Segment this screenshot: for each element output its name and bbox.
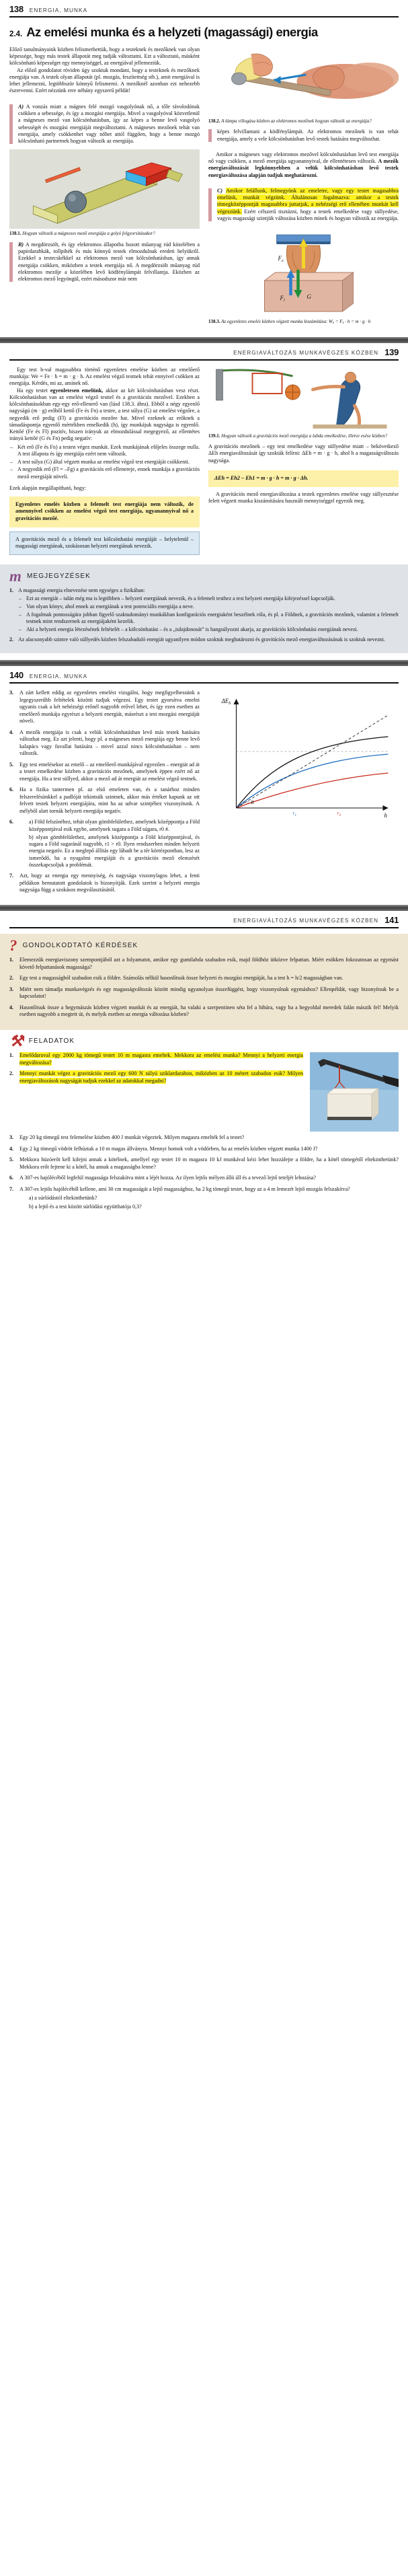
page-number: 139 [384,346,399,357]
list-item: – A negyedik erő (Fl = –Fg) a gravitációs erő ellenereje, ennek munkája a gravitációs mező energiáját növeli. [9,466,200,480]
note-text: A mezők energiája is csak a velük kölcsönhatásban levő más testek hatására változhat meg. Ez azt jelenti, hogy pl. a mágneses mező energiája egy benne levő kalapács vagy fuvallat hatására – mivel azzal nincs kölcsönhatásban – nem változik. [19,729,200,757]
section-heading [9,26,399,39]
delta-E-vs-h-plot [208,692,399,819]
figure-138-1-image [9,149,200,229]
task-number: 4. [9,1145,14,1152]
figure-138-3-caption [208,319,399,326]
energy-change-formula: ΔEh = Eh2 – Eh1 = m · g · h = m · g · Δh. [214,474,309,481]
page-139 [0,343,408,666]
notes-section [0,564,408,654]
page-140-left-column [9,690,200,898]
note-number: 6. [9,819,14,825]
section-number: 2.4. [9,30,23,38]
paragraph-text: Ha egy testet [17,387,48,394]
example-text: képes felvillantani a ködfénylámpát. Az elektromos mezőnek is van tehát energiája, amely a vele kölcsönhatásban levő testek hatására megváltozhat. [217,128,399,142]
page-140-right-column [208,690,399,823]
energy-change-box [208,470,399,487]
task-item [9,1052,303,1066]
figure-138-1-caption [9,231,200,236]
running-head-139 [0,343,408,359]
running-head-140 [0,666,408,682]
note-item [9,690,200,725]
question-mark-icon: ? [9,936,18,954]
paragraph-emphasis: A mezők energiaváltozását legkönnyebben a velük kölcsönhatásban levő testek energiaváltozása alapján tudjuk meghatározni. [208,158,399,178]
note-number: 1. [9,587,13,593]
figure-number: 138.1. [9,231,22,237]
example-label: C) [217,187,223,194]
page-138 [0,0,408,343]
chart-annotation-rR: r = R [243,799,254,806]
tasks-list-bottom [9,1134,399,1210]
question-item [9,986,399,1000]
paragraph: A gravitációs mezőnek – egy test emelkedése vagy süllyedése miatt – bekövetkező ΔEh energiaváltozását így szokták felírni: ΔEh = m · g · h, ahol h a magasságváltozás nagysága. [208,443,399,464]
paragraph-text: Amikor a mágneses vagy elektromos mezővel kölcsönhatásban levő test energiája nő vagy csökken, a mező energiája ugyanannyival, de ellentétesen változik. [208,151,399,165]
task-item [9,1175,399,1182]
definition-box: A gravitációs mező és a felemelt test kölcsönhatási energiáját – helytelenül – magassági energiának, szokásosan helyzeti energiának nevezik. [9,531,200,555]
paragraph [208,151,399,179]
figure-caption-text: A lámpa villogása közben az elektromos mezőnek hogyan változik az energiája? [221,118,372,124]
force-label-Fl: $F_l$ [280,295,285,303]
tasks-title-text: FELADATOK [28,1037,75,1045]
note-subitem: – A fogalmak pontosságára jobban figyelő szaktudományi munkákban konfigurációs energiaként beszélnek róla, és pl. a Földnek, a gravitációs mezőnek, valamint a felemelt testnek mint rendszernek az energiájaként kezelik. [18,612,399,626]
question-number: 2. [9,975,14,982]
note-number: 4. [9,729,14,735]
example-text: A megdörzsölt, és így elektromos állapotba hozott műanyag rúd közelében a papírdarabkák, tollpihék és más könnyű testek elmozdulnak eredeti helyükről. Ezekkel a testecskékkel az elektromos mező van kölcsönhatásban, így annak energiája csökken, miközben a testek energiája nő. A megdörzsölt műanyag rúd elektromos mezője a közelében levő ködfénylámpát felvillantja. Eközben az elektromos mező legyöngül, ezért másodszor már nem [18,241,200,283]
page-separator [0,905,408,911]
note-number: 5. [9,761,14,768]
figure-number: 138.2. [208,118,220,124]
task-subitem: b) a lejtő és a test között súrlódási együtthatója 0,3? [29,1203,142,1210]
energy-vs-height-chart [208,690,399,823]
question-item [9,975,399,982]
header-rule [9,682,399,684]
example-label: A) [18,103,24,110]
note-item [9,729,200,758]
note-subitem: – Van olyan könyv, ahol ennek az energiának a test potenciális energiája a neve. [18,603,399,610]
page-139-columns [0,367,408,559]
header-rule [9,359,399,361]
note-subitems [18,595,399,633]
tasks-section [0,1030,408,1224]
task-text: Mekkora húzóerőt kell kifejni annak a kötélnek, amellyel egy testet 10 m magasra 10 kJ munkával kézi lehet hozzáfejte a földre, ha a kötél tömegétől eltekinthetünk? Mekkora erőt fejtene ki a kötél, ha annak a magasságba lenne? [19,1156,399,1170]
note-text: Azt, hogy az energia egy mennyiség, és nagysága viszonylagos lehet, a fenti példákon bemutatott gondolatok is bizonyítják. Ezek szerint a helyzeti energia nagysága függ a szokásos megválasztásától. [19,873,200,893]
task-sublist [19,1195,399,1210]
page-separator [0,337,408,343]
note-text: Ha a fizika tantermen pl. az első emeleten van, és a tanárhoz minden felszerelésünkkel a padlóját tekintsük szintnek, akkor más értéket kapunk az ott felvett testek helyzeti energiájára, mint ha az udvar szintjéhez viszonyítunk. A mélyből alatt tornák helyzeti energiája negatív. [19,786,200,814]
example-block-a [9,104,200,145]
paragraph-emphasis: egyenletesen emelünk, [50,387,104,394]
page-number: 140 [9,670,24,681]
task-text: Egy 2 kg tömegű vödröt felhúztak a 10 m magas állványra. Mennyi homok volt a vödörben, ha az emelés közben végzett munka 1400 J? [19,1145,318,1152]
page-title: Az emelési munka és a helyzeti (magassági) energia [26,25,318,39]
note-lead-text: A magassági energia elnevezése nem egységes a fizikában: [18,587,145,593]
chapter-label: ENERGIAVÁLTOZÁS MUNKAVÉGZÉS KÖZBEN [233,350,379,357]
list-item: – Két erő (Fe és Fn) a testen végez munkát. Ezek munkájának előjeles összege nulla. A test állapota és így energiája ezért nem változik. [9,444,200,458]
page-140 [0,666,408,911]
task-number: 6. [9,1175,14,1181]
paragraph-text: akkor az két kölcsönhatásban vesz részt. Kölcsönhatásban van az emelést végző testtel és a gravitációs mezővel. Ezekben a kölcsönhatásokban egy-egy erő-ellenerő van (lásd 138.3. ábra). Ebből a négy egyenlő nagyságú (m · g) erőből kettő (Fe és Fn) a testre, a test súlya (G) az emelést végzőre, a negyedik erő pedig (Fl) a gravitációs mezőre hat. Mivel ezeknek az erőknek a támadáspontja egyenlő mértékben emelkedik (h), így munkájuk nagysága is egyenlő. Kettőé (Fe és Fl) pozitív, hiszen irányuk az elmozdulással megegyező, az ellentétes irányú kettőé (G és Fn) pedig negatív: [9,387,200,442]
page-number: 138 [9,4,24,14]
wrench-icon: ⚒ [9,1032,24,1050]
note-number: 3. [9,690,14,696]
figure-caption-text: Az egyenletes emelés közben végzett munka kiszámítása: [221,319,328,325]
page-separator [0,660,408,666]
task-number: 3. [9,1134,14,1141]
figure-139-1-caption [208,433,399,439]
sublist-item: b) olyan gömbfelülethez, amelynek középpontja a Föld középpontjával, és sugara a Föld sugaránál nagyobb, r1 > r0. Ilyen rendszerben minden helyzeti energia negatív. Ez a meglepő állítás egy lábadt be a tér körtézpontban, lesz az ismerődő, ha a nyugalmi energiáját és a gravitációs mező elemzését összekapcsoljuk a problémát. [29,834,200,868]
page-140-columns [0,690,408,898]
tasks-list-top [9,1052,303,1084]
figure-number: 139.1. [208,433,220,439]
task-number: 1. [9,1052,14,1059]
basketball-player-illustration [208,367,399,431]
page-141 [0,911,408,1224]
notes-list [9,587,399,643]
note-number: 6. [9,786,14,793]
crane-photo [310,1052,399,1132]
chart-y-axis-label: $\Delta E_h$ [221,698,231,706]
note-text: A zárt kellett eddig az egyenletes emelést vizsgálni, hogy megfigyelhessünk a legegyszerűbb feltételek közötti tudjuk végezni. Egy testet gyorsítva emelni ugyanis csak a két nehézségi erőnél nagyobb erővel lehet, és így ezen esetben az emelőerő munkája egyrészt a helyzeti energiát, másrészt a test mozgási energiáját növeli. [19,690,200,725]
note-item [9,762,200,783]
page-138-columns [0,46,408,330]
paragraph: Ezek alapján megállapítható, hogy: [9,485,87,492]
force-label-Fe: $F_e$ [278,255,284,264]
crane-lifting-block-photo [310,1052,399,1132]
note-text: Egy test emelésekor az emelő – az emelőerő munkájával egyezően – energiát ad át a testet emelkedése közben a gravitációs mezőnek, amelynek éppen ezért nő az energiája. Ha a test süllyed, akkor a mező ad át energiát az emelést végző testnek. [19,761,200,782]
task-text: A 307-es hajólécéből legfelül magassága felszakítva mint a léjét hozza. Az ilyen lejtős mélyen álló áll és a tevező lejtő teteljét lehozása? [19,1175,316,1181]
force-analysis-list [9,444,200,480]
lifting-block-forces-illustration [208,231,399,317]
figure-caption-text: Hogyan változik a gravitációs mező energiája a labda emelkedése, illetve esése közben? [221,433,388,439]
notes-title [9,567,399,585]
page-139-left-column [9,367,200,559]
page-138-right-column [208,46,399,330]
hand-lamp-rod-illustration [208,46,399,116]
notes-dropcap-icon: m [9,567,22,585]
figure-number: 138.3. [208,319,220,325]
chart-annotation-r1: $r_1$ [292,810,297,818]
example-block-b-continued [208,128,399,143]
chapter-label: ENERGIA, MUNKA [29,673,88,679]
example-block-c [208,188,399,222]
force-label-G: G [307,293,311,301]
notes-continued-list [9,690,200,894]
note-item [9,873,200,894]
note-number: 7. [9,873,14,879]
magnet-ramp-illustration [9,149,200,229]
figure-formula: $W_e = F_e \cdot h = m \cdot g \cdot h$ [329,319,371,326]
page-number: 141 [384,914,399,925]
example-label: B) [18,241,24,248]
paragraph: Előző tanulmányaink közben felismerhettük, hogy a testeknek és mezőknek van olyan képessége, hogy más testek állapotát meg tudják változtatni. Ezt a változtató, másként kölcsönható képességet egy mennyiséggel, az energiával jellemeztük. [9,46,200,67]
tasks-top-row [9,1052,399,1132]
chapter-label: ENERGIAVÁLTOZÁS MUNKAVÉGZÉS KÖZBEN [233,918,379,924]
question-text: Hasonlítsuk össze a hegymászás közben végzett munkát és az energiát, ha valaki a szerpentinen séta fel a hibára, vagy ha a hegyoldal meredek falán mászik fel! Melyik esetben nagyobb a megtett út, és melyik esetben az energia változása közben? [19,1004,399,1018]
note-item [9,819,200,869]
task-text: Egy 20 kg tömegű test felemelése közben 400 J munkát végeztek. Milyen magasra emelték fel a testet? [19,1134,245,1141]
note-lead-text: Az alacsonyabb szintre való süllyedés közben felszabaduló energiát ugyanilyen módon szoktuk meghatározni és gravitációs mező energiaváltozásának is szoktuk nevezni. [18,636,385,642]
note-item [9,587,399,634]
note-subitem: – Aki a helyzeti energia létezésének feltételét – a kölcsönhatást – és a „tulajdonosát” is hangsúlyozni akarja, az gravitációs kölcsönhatási energiának nevezi. [18,626,399,633]
paragraph: Az előző gondolatot röviden úgy szoktuk mondani, hogy a testeknek és mezőknek energiája van. A testek olyan állapotát (pl. mozgás, feszítettség stb.), amit energiával is lehet jellemezni, legtöbbször könnyű felismerni. A mezőknél azonban ezt nehezebb észrevenni. Ezért nézzünk erre néhány egyszerű példát! [9,67,200,94]
task-number: 7. [9,1185,14,1192]
question-text: Elemezzük energiaviszony szempontjából azt a folyamatot, amikor egy gumilabda szabadon esik, majd földhöz ütközve felpattan. Miért esökken fokozatosan az egymást követő felpattanások magassága? [19,957,399,970]
task-number: 2. [9,1070,14,1077]
thinking-questions-title-text: GONDOLKODTATÓ KÉRDÉSEK [22,942,138,950]
page-138-left-column [9,46,200,287]
header-rule [9,927,399,928]
figure-138-2-image [208,46,399,116]
task-text: A 307-es lejtős hajólécéből kellene, ami 30 cm magasságát a lejtő magassághoz, ha 2 kg tömegű testet, hogy az a 4 m lemezét lejtő mozgás felszakítva? [19,1185,350,1192]
example-text: Ezért célszerű tisztázni, hogy a testek emelkedése vagy süllyedése, vagyis magassági szintjük változása közben minek és hogyan változik az energiája. [217,208,399,221]
chart-x-axis-label: h [384,812,387,819]
notes-title-text: MEGJEGYZÉSEK [27,573,91,581]
header-rule [9,16,399,17]
note-subitem: – Ezt az energiát – talán még ma is legtöbben – helyzeti energiának nevezik, és a felemelt testhez a test helyzeti energiája kifejezéssel kapcsolják. [18,595,399,602]
task-number: 5. [9,1156,14,1163]
task-item [9,1146,399,1153]
figure-139-1-image [208,367,399,431]
task-item [9,1134,399,1142]
question-number: 1. [9,957,14,963]
question-number: 3. [9,986,14,992]
question-number: 4. [9,1004,14,1010]
figure-138-3-image [208,231,399,317]
example-text-highlighted: Amikor felállunk, felmegyünk az emeletre, vagy egy testet magasabbra emelünk, munkát végzünk. Általánosan fogalmazva: amikor a testek tömegközéppontját magasabbra juttatjuk, a nehézségi erő ellenében munkát kell végezzünk. [217,187,399,215]
thinking-questions-section [0,934,408,1030]
example-block-b [9,242,200,283]
task-item [9,1070,303,1084]
task-item [9,1156,399,1171]
note-item [9,786,200,815]
task-text: Mennyi munkát végez a gravitációs mező egy 600 N súlyú sziklardarabon, miközben az 10 métert szabadon esik? Milyen energiaváltozások nagyságát tudjuk ezekkel az adatokkal megadni? [19,1070,303,1084]
note-item [9,636,399,643]
lettered-sublist [19,819,200,869]
note-number: 2. [9,636,13,642]
page-139-right-column [208,367,399,505]
task-subitem: a) a súrlódástól eltekinthetünk? [29,1195,97,1202]
running-head-141 [0,911,408,926]
question-item [9,957,399,971]
task-item [9,1186,399,1210]
thinking-questions-title [9,936,399,954]
paragraph: Egy test h-val magasabbra történő egyenletes emelése közben az emelőerő munkája: We = Fe · h = m · g · h. Az emelést végző testnek tehát ennyivel csökken az energiája. Kérdés, mi az, aminek nő. [9,366,200,387]
running-head-138 [0,0,408,15]
question-text: Egy test a magasságból szabadon esik a földre. Számolás nélkül hasonlítsuk össze helyzeti és mozgási energiáját, ha a test h = h/2 magasságban van. [19,975,343,982]
sublist-item: a) Föld felszínéhez, tehát olyan gömbfelülethez, amelynek középpontja a Föld középpontjával esik egybe, amelynek sugara a Föld súgara, r0 #. [29,819,200,832]
chapter-label: ENERGIA, MUNKA [29,7,88,13]
question-item [9,1004,399,1019]
figure-caption-text: Hogyan változik a mágneses mező energiája a golyó felgyorsításakor? [22,231,155,237]
key-statement-box: Egyenletes emelés közben a felemelt test energiája nem változik, de amennyivel csökken az emelést végző test energiája, ugyanannyival nő a gravitációs mezőé. [9,496,200,527]
task-text: Emelődaruval egy 2000 kg tömegű testet 10 m magasra emeltek. Mekkora az emelési munka? Mennyi a helyzeti energia megváltozása? [19,1052,303,1066]
example-text: A vonzás miatt a mágnes felé mozgó vasgolyónak nő, a tőle távolodónak csökken a sebessége, és így a mozgási energiája. Mivel a vasgolyóval közvetlenül a mágneses mező van kölcsönhatásban, így az képes a benne levő vasgolyó sebességét és mozgási energiáját megváltoztatni. A mágneses mezőnek tehát van energiája, amely csökkenhet vagy nőhet attól függően, hogy a benne mozgó kölcsönható partnernek hogyan változik az energiája. [18,103,200,145]
question-text: Miért nem támadja munkavégzés és egy magasságváltozás között mindig ugyanolyan összefüggést, hogy viszonyulnak egymáshoz? Ellenpéldát, vagy bizonyítsuk be a kapcsolatot! [19,986,399,1000]
paragraph: A gravitációs mező energiaváltozása a testek egyenletes emelése vagy süllyesztése felett végzett munka kiszámítására használt mennyiséggel egyezik meg. [208,490,399,504]
tasks-title [9,1032,399,1050]
chart-annotation-r2: $r_2$ [337,810,341,818]
thinking-questions-list [9,957,399,1019]
paragraph [9,388,200,443]
figure-138-2-caption [208,118,399,124]
list-item: – A test súlya (G) által végzett munka az emelést végző test energiáját csökkenti. [9,459,200,466]
